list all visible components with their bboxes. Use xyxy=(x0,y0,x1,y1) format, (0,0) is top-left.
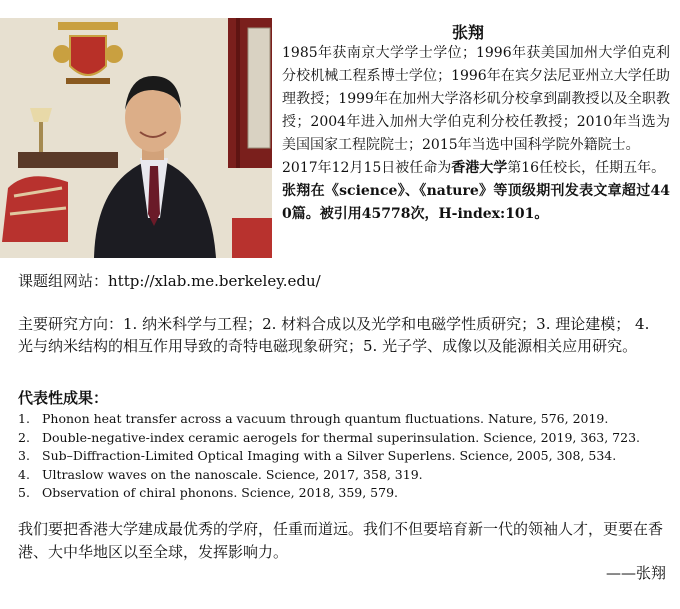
list-item xyxy=(18,466,668,485)
item-text: Ultraslow waves on the nanoscale. Science, 2017, 358, 319. xyxy=(42,466,423,482)
lab-website xyxy=(18,270,321,291)
list-item xyxy=(18,429,668,448)
quote-signature: ——张翔 xyxy=(605,564,666,582)
quote-text: 我们要把香港大学建成最优秀的学府，任重而道远。我们不但要培育新一代的领袖人才，更要在香港、大中华地区以至全球，发挥影响力。 xyxy=(18,520,664,561)
item-text: Observation of chiral phonons. Science, 2018, 359, 579. xyxy=(42,485,399,500)
item-number: 1. xyxy=(18,411,30,426)
list-item xyxy=(18,484,668,503)
bio-publications: 张翔在《science》、《nature》等顶级期刊发表文章超过440篇。被引用45778次，H-index:101。 xyxy=(282,183,670,222)
item-number: 5. xyxy=(18,485,30,500)
item-text: Sub–Diffraction-Limited Optical Imaging with a Silver Superlens. Science, 2005, 308, 534. xyxy=(42,448,617,463)
person-name: 张翔 xyxy=(452,23,485,42)
research-directions xyxy=(18,313,668,357)
item-text: Phonon heat transfer across a vacuum through quantum fluctuations. Nature, 576, 2019. xyxy=(42,411,609,426)
portrait-photo xyxy=(0,18,272,258)
list-item xyxy=(18,410,668,429)
research-label: 主要研究方向： xyxy=(18,315,124,333)
research-text: 1. 纳米科学与工程；2. 材料合成以及光学和电磁学性质研究；3. 理论建模； 4. 光与纳米结构的相互作用导致的奇特电磁现象研究；5. 光子学、成像以及能源相关应用研究。 xyxy=(18,315,650,355)
bio-appointment-post: 第16任校长，任期五年。 xyxy=(507,160,666,176)
biography xyxy=(282,42,670,226)
item-number: 3. xyxy=(18,448,30,463)
item-number: 4. xyxy=(18,466,30,482)
portrait-illustration xyxy=(0,18,272,258)
results-list xyxy=(18,410,668,503)
bio-appointment-university: 香港大学 xyxy=(451,160,508,176)
bio-career: 1985年获南京大学学士学位；1996年获美国加州大学伯克利分校机械工程系博士学位；1996年在宾夕法尼亚州立大学任助理教授；1999年在加州大学洛杉矶分校拿到副教授以及全职教授；2004年进入加州大学伯克利分校任教授；2010年当选为美国国家工程院院士；2015年当选中国科学院外籍院士。 xyxy=(282,45,670,153)
item-text: Double-negative-index ceramic aerogels for thermal superinsulation. Science, 2019, 363, 723. xyxy=(42,429,641,445)
bio-appointment-pre: 2017年12月15日被任命为 xyxy=(282,160,452,176)
item-number: 2. xyxy=(18,429,30,445)
website-label: 课题组网站： xyxy=(18,272,109,290)
results-title: 代表性成果： xyxy=(18,389,109,407)
list-item xyxy=(18,447,668,466)
website-url[interactable]: http://xlab.me.berkeley.edu/ xyxy=(108,272,321,290)
